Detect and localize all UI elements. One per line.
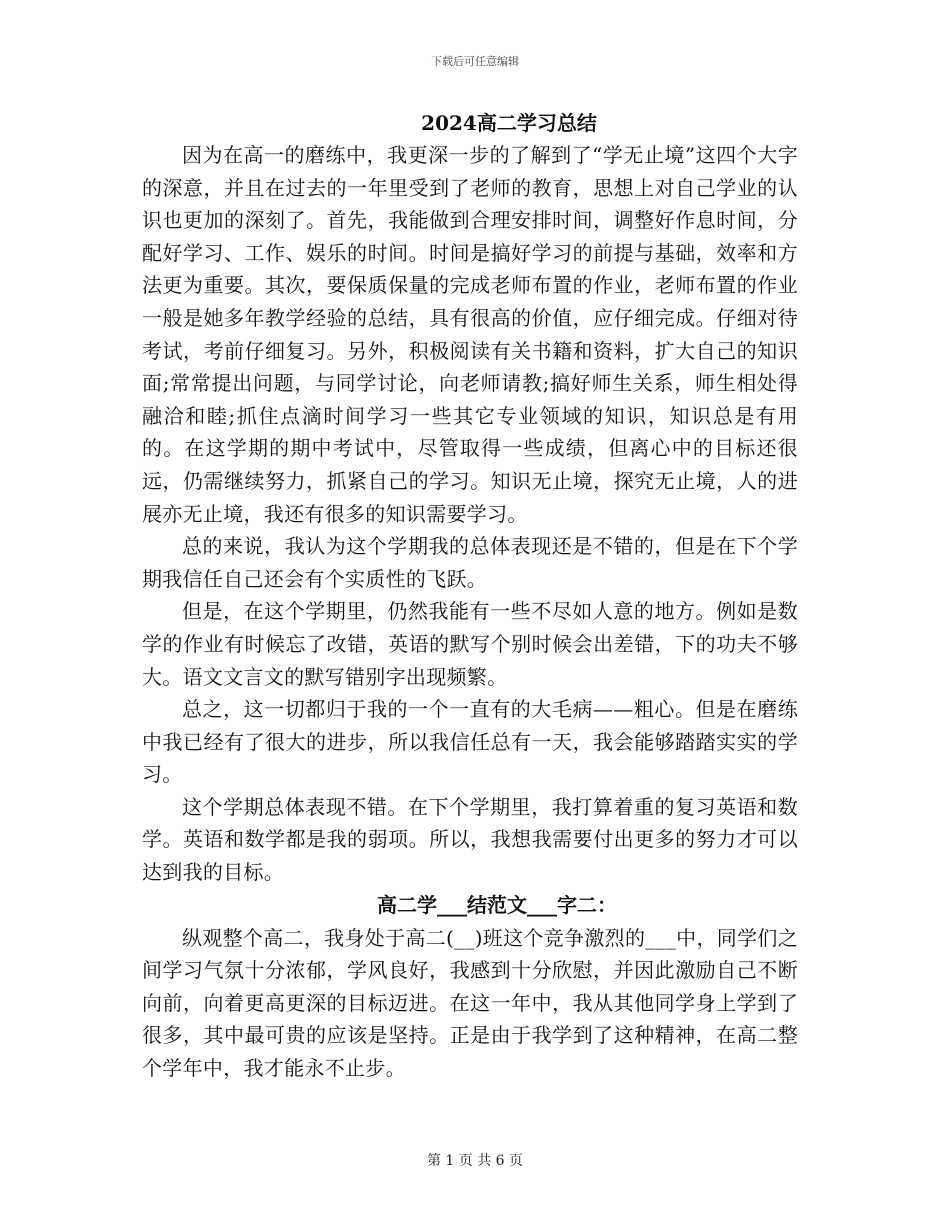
- paragraph: 纵观整个高二，我身处于高二(__)班这个竞争激烈的___中，同学们之间学习气氛十分浓郁，学风良好，我感到十分欣慰，并因此激励自己不断向前，向着更高更深的目标迈进。在这一年中，我从其他同学身上学到了很多，其中最可贵的应该是坚持。正是由于我学到了这种精神，在高二整个学年中，我才能永不止步。: [142, 925, 798, 1081]
- document-title: 2024高二学习总结: [421, 111, 597, 135]
- paragraph: 这个学期总体表现不错。在下个学期里，我打算着重的复习英语和数学。英语和数学都是我的弱项。所以，我想我需要付出更多的努力才可以达到我的目标。: [142, 794, 798, 885]
- paragraph: 但是，在这个学期里，仍然我能有一些不尽如人意的地方。例如是数学的作业有时候忘了改错，英语的默写个别时候会出差错，下的功夫不够大。语文文言文的默写错别字出现频繁。: [142, 599, 798, 689]
- document-body: [142, 107, 798, 1085]
- section-title: 高二学___结范文___字二：: [377, 892, 617, 917]
- page-number: 第 1 页 共 6 页: [426, 1153, 524, 1169]
- paragraph: 因为在高一的磨练中，我更深一步的了解到了“学无止境”这四个大字的深意，并且在过去的一年里受到了老师的教育，思想上对自己学业的认识也更加的深刻了。首先，我能做到合理安排时间，调整好作息时间，分配好学习、工作、娱乐的时间。时间是搞好学习的前提与基础，效率和方法更为重要。其次，要保质保量的完成老师布置的作业，老师布置的作业一般是她多年教学经验的总结，具有很高的价值，应仔细完成。仔细对待考试，考前仔细复习。另外，积极阅读有关书籍和资料，扩大自己的知识面;常常提出问题，与同学讨论，向老师请教;搞好师生关系，师生相处得融洽和睦;抓住点滴时间学习一些其它专业领域的知识，知识总是有用的。在这学期的期中考试中，尽管取得一些成绩，但离心中的目标还很远，仍需继续努力，抓紧自己的学习。知识无止境，探究无止境，人的进展亦无止境，我还有很多的知识需要学习。: [142, 143, 798, 526]
- paragraph: 总的来说，我认为这个学期我的总体表现还是不错的，但是在下个学期我信任自己还会有个实质性的飞跃。: [142, 534, 798, 591]
- header-note: 下载后可任意编辑: [431, 55, 519, 68]
- paragraph: 总之，这一切都归于我的一个一直有的大毛病——粗心。但是在磨练中我已经有了很大的进步，所以我信任总有一天，我会能够踏踏实实的学习。: [142, 697, 798, 787]
